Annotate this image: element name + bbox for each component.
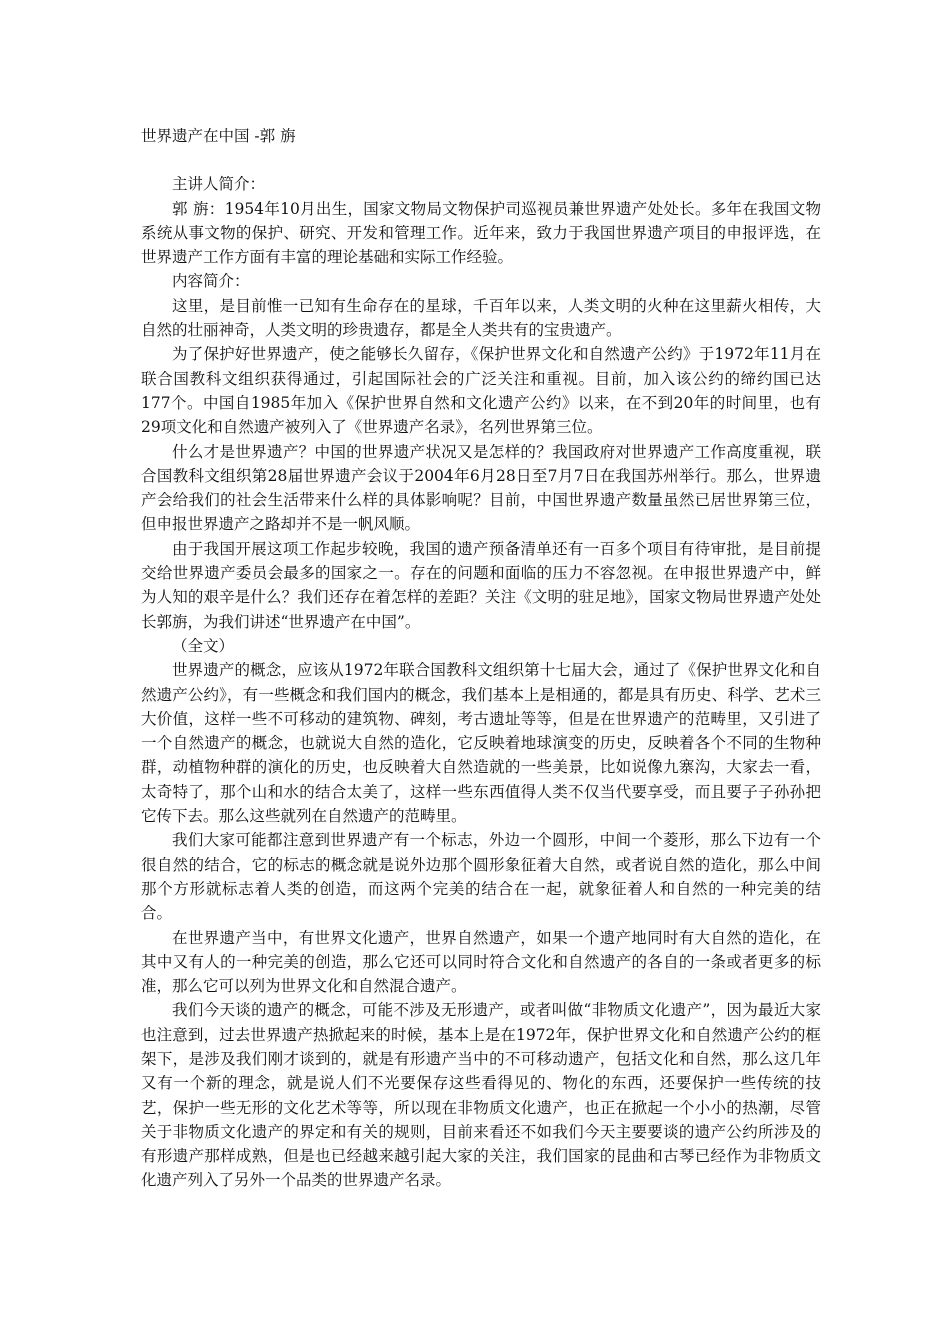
paragraph: 这里，是目前惟一已知有生命存在的星球，千百年以来，人类文明的火种在这里薪火相传，大自然的壮丽神奇，人类文明的珍贵遗存，都是全人类共有的宝贵遗产。 — [141, 296, 821, 340]
paragraph: 什么才是世界遗产？中国的世界遗产状况又是怎样的？我国政府对世界遗产工作高度重视，联合国教科文组织第28届世界遗产会议于2004年6月28日至7月7日在我国苏州举行。那么，世界遗产会给我们的社会生活带来什么样的具体影响呢？目前，中国世界遗产数量虽然已居世界第三位，但申报世界遗产之路却并不是一帆风顺。 — [141, 442, 821, 534]
paragraph: 在世界遗产当中，有世界文化遗产，世界自然遗产，如果一个遗产地同时有大自然的造化，在其中又有人的一种完美的创造，那么它还可以同时符合文化和自然遗产的各自的一条或者更多的标准，那么它可以列为世界文化和自然混合遗产。 — [141, 928, 821, 996]
document-page — [141, 124, 821, 1193]
paragraph: 世界遗产的概念，应该从1972年联合国教科文组织第十七届大会，通过了《保护世界文化和自然遗产公约》，有一些概念和我们国内的概念，我们基本上是相通的，都是具有历史、科学、艺术三大价值，这样一些不可移动的建筑物、碑刻，考古遗址等等，但是在世界遗产的范畴里，又引进了一个自然遗产的概念，也就说大自然的造化，它反映着地球演变的历史，反映着各个不同的生物种群，动植物种群的演化的历史，也反映着大自然造就的一些美景，比如说像九寨沟，大家去一看，太奇特了，那个山和水的结合太美了，这样一些东西值得人类不仅当代要享受，而且要子子孙孙把它传下去。那么这些就列在自然遗产的范畴里。 — [141, 661, 821, 826]
paragraph-content-heading: 内容简介： — [172, 272, 250, 291]
paragraph-speaker-heading: 主讲人简介： — [172, 175, 266, 194]
paragraph: 由于我国开展这项工作起步较晚，我国的遗产预备清单还有一百多个项目有待审批，是目前提交给世界遗产委员会最多的国家之一。存在的问题和面临的压力不容忽视。在申报世界遗产中，鲜为人知的艰辛是什么？我们还存在着怎样的差距？关注《文明的驻足地》，国家文物局世界遗产处处长郭旃，为我们讲述“世界遗产在中国”。 — [141, 539, 821, 631]
document-title: 世界遗产在中国 -郭 旃 — [141, 127, 296, 145]
paragraph-speaker-bio: 郭 旃：1954年10月出生，国家文物局文物保护司巡视员兼世界遗产处处长。多年在我国文物系统从事文物的保护、研究、开发和管理工作。近年来，致力于我国世界遗产项目的申报评选，在世界遗产工作方面有丰富的理论基础和实际工作经验。 — [141, 199, 821, 267]
paragraph: 为了保护好世界遗产，使之能够长久留存，《保护世界文化和自然遗产公约》于1972年11月在联合国教科文组织获得通过，引起国际社会的广泛关注和重视。目前，加入该公约的缔约国已达177个。中国自1985年加入《保护世界自然和文化遗产公约》以来，在不到20年的时间里，也有29项文化和自然遗产被列入了《世界遗产名录》，名列世界第三位。 — [141, 345, 821, 437]
paragraph: 我们今天谈的遗产的概念，可能不涉及无形遗产，或者叫做“非物质文化遗产”，因为最近大家也注意到，过去世界遗产热掀起来的时候，基本上是在1972年，保护世界文化和自然遗产公约的框架下，是涉及我们刚才谈到的，就是有形遗产当中的不可移动遗产，包括文化和自然，那么这几年又有一个新的理念，就是说人们不光要保存这些看得见的、物化的东西，还要保护一些传统的技艺，保护一些无形的文化艺术等等，所以现在非物质文化遗产，也正在掀起一个小小的热潮，尽管关于非物质文化遗产的界定和有关的规则，目前来看还不如我们今天主要要谈的遗产公约所涉及的有形遗产那样成熟，但是也已经越来越引起大家的关注，我们国家的昆曲和古琴已经作为非物质文化遗产列入了另外一个品类的世界遗产名录。 — [141, 1001, 821, 1190]
paragraph: 我们大家可能都注意到世界遗产有一个标志，外边一个圆形，中间一个菱形，那么下边有一个很自然的结合，它的标志的概念就是说外边那个圆形象征着大自然，或者说自然的造化，那么中间那个方形就标志着人类的创造，而这两个完美的结合在一起，就象征着人和自然的一种完美的结合。 — [141, 831, 821, 923]
paragraph-fulltext-heading: （全文） — [172, 636, 235, 655]
